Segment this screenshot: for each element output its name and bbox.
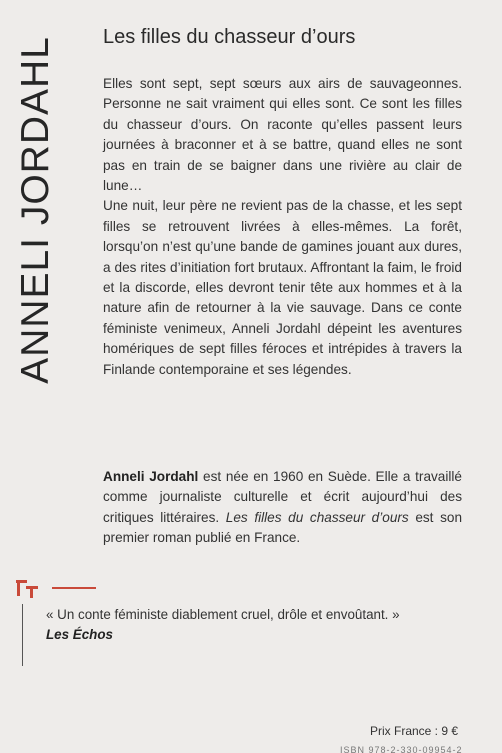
- bio-author-name: Anneli Jordahl: [103, 469, 199, 484]
- spine-author: [8, 30, 64, 390]
- bio-book-title: Les filles du chasseur d’ours: [225, 509, 409, 525]
- price-label: Prix France : 9 €: [370, 724, 459, 738]
- synopsis-paragraph: Une nuit, leur père ne revient pas de la chasse, et les sept filles se retrouvent livrées à elles-mêmes. La forêt, lorsqu’on n’est qu’une bande de gamines jouant aux dures, a des rites d’initiation fort brutaux. Affrontant la faim, le froid et la discorde, elles devront tenir tête aux hommes et à la nature afin de retourner à la vie sauvage. Dans ce conte féministe venimeux, Anneli Jordahl dépeint les aventures homériques de sept filles féroces et intrépides à travers la Finlande contemporaine et ses légendes.: [103, 198, 462, 377]
- book-title: Les filles du chasseur d’ours: [103, 26, 356, 48]
- quote-source: Les Échos: [46, 627, 113, 642]
- author-vertical-text: ANNELI JORDAHL: [14, 36, 57, 384]
- synopsis: [103, 74, 462, 380]
- publisher-logo-icon: [15, 578, 39, 598]
- bio-text: est née en 1960 en Suède. Elle a travaillé comme journaliste culturelle et écrit aujourd’hui des critiques littéraires.: [103, 469, 462, 525]
- accent-rule: [52, 587, 96, 589]
- author-bio: [103, 467, 462, 549]
- bio-text: est son premier roman publié en France.: [103, 509, 462, 546]
- press-quote: [46, 605, 466, 645]
- synopsis-paragraph: Elles sont sept, sept sœurs aux airs de sauvageonnes. Personne ne sait vraiment qui elles sont. Ce sont les filles du chasseur d’ours. On raconte qu’elles passent leurs journées à braconner et à se battre, quand elles ne sont pas en train de se baigner dans une rivière au clair de lune…: [103, 76, 462, 194]
- divider-line: [22, 604, 23, 666]
- quote-text: « Un conte féministe diablement cruel, drôle et envoûtant. »: [46, 607, 400, 622]
- isbn-text: ISBN 978-2-330-09954-2: [340, 745, 463, 753]
